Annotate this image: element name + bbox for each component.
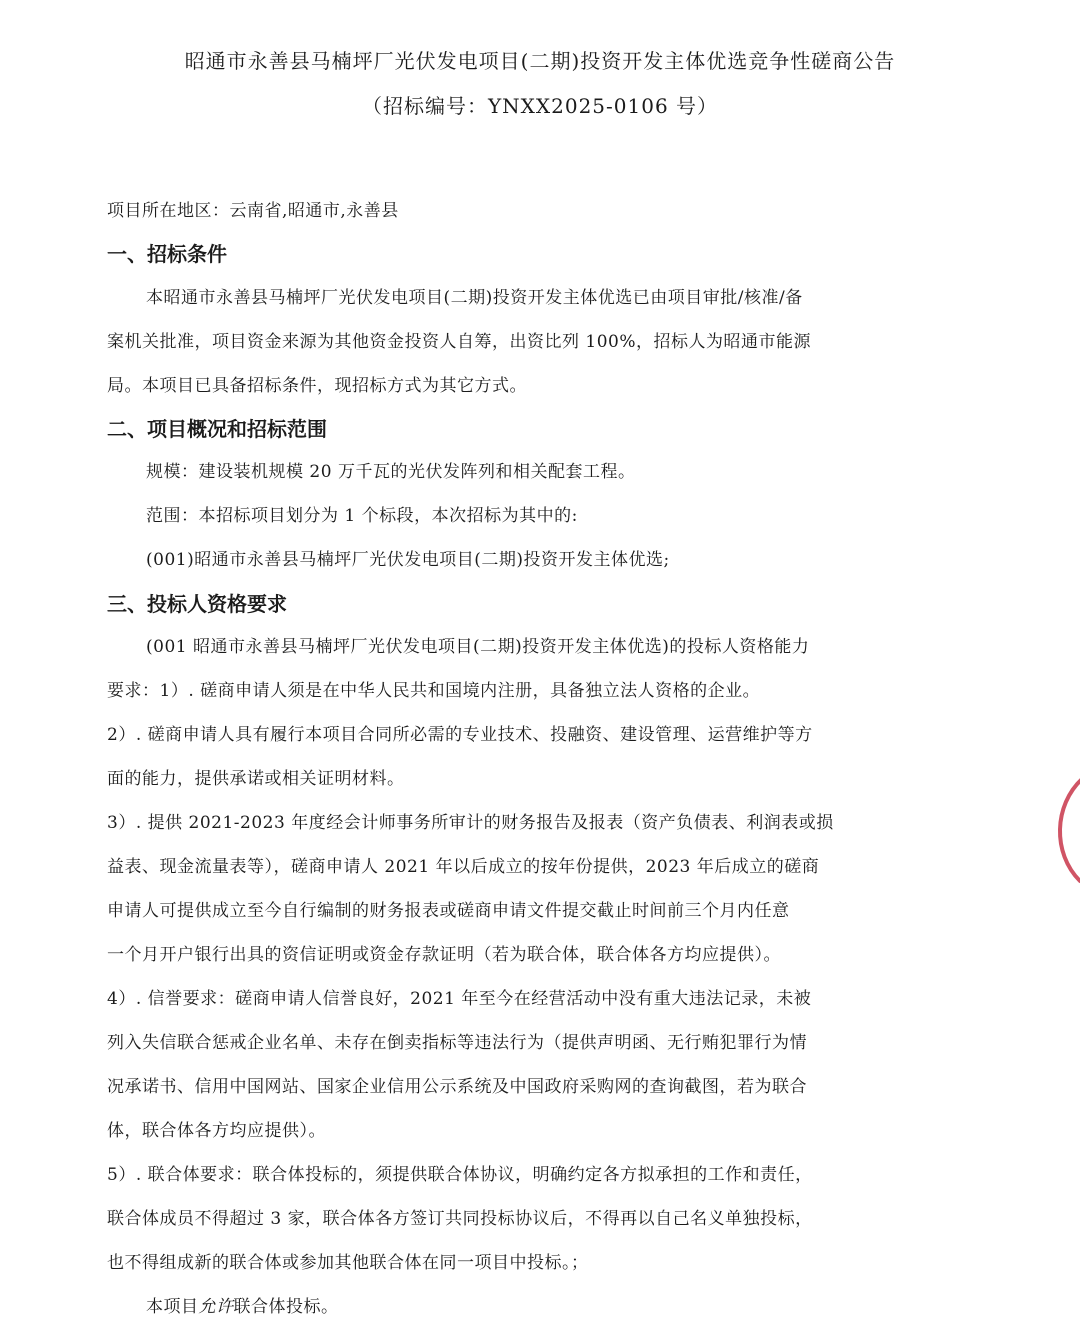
tender-number: （招标编号：YNXX2025-0106 号） <box>361 94 719 118</box>
paragraph-line: 本昭通市永善县马楠坪厂光伏发电项目(二期)投资开发主体优选已由项目审批/核准/备 <box>146 288 803 308</box>
paragraph-line: 一个月开户银行出具的资信证明或资金存款证明（若为联合体，联合体各方均应提供）。 <box>107 945 781 965</box>
statement-suffix: 联合体投标。 <box>233 1297 339 1317</box>
section-heading-tender-conditions: 一、招标条件 <box>107 242 227 266</box>
paragraph-line: 案机关批准，项目资金来源为其他资金投资人自筹，出资比列 100%，招标人为昭通市能源 <box>107 332 812 352</box>
paragraph-line: 规模：建设装机规模 20 万千瓦的光伏发阵列和相关配套工程。 <box>146 462 636 482</box>
consortium-allowed-statement <box>146 1292 339 1317</box>
seal-stamp-fragment <box>1046 775 1080 885</box>
paragraph-line: 4）. 信誉要求：磋商申请人信誉良好，2021 年至今在经营活动中没有重大违法记录，未被 <box>107 989 812 1009</box>
paragraph-line: 益表、现金流量表等），磋商申请人 2021 年以后成立的按年份提供，2023 年后成立的磋商 <box>107 857 820 877</box>
paragraph-line: 体，联合体各方均应提供）。 <box>107 1121 326 1141</box>
handwritten-emphasis: 允许 <box>198 1297 234 1317</box>
paragraph-line: 也不得组成新的联合体或参加其他联合体在同一项目中投标。； <box>107 1253 589 1273</box>
section-heading-bidder-qualifications: 三、投标人资格要求 <box>107 592 287 616</box>
paragraph-line: 2）. 磋商申请人具有履行本项目合同所必需的专业技术、投融资、建设管理、运营维护等方 <box>107 725 813 745</box>
paragraph-line: 申请人可提供成立至今自行编制的财务报表或磋商申请文件提交截止时间前三个月内任意 <box>107 901 790 921</box>
statement-prefix: 本项目 <box>146 1297 199 1317</box>
project-location: 项目所在地区：云南省,昭通市,永善县 <box>107 201 399 221</box>
paragraph-line: 范围：本招标项目划分为 1 个标段，本次招标为其中的: <box>146 506 578 526</box>
paragraph-line: 要求：1）. 磋商申请人须是在中华人民共和国境内注册，具备独立法人资格的企业。 <box>107 681 761 701</box>
paragraph-line: 面的能力，提供承诺或相关证明材料。 <box>107 769 405 789</box>
section-heading-project-overview: 二、项目概况和招标范围 <box>107 417 327 441</box>
paragraph-line: 联合体成员不得超过 3 家，联合体各方签订共同投标协议后，不得再以自己名义单独投标， <box>107 1209 813 1229</box>
document-title: 昭通市永善县马楠坪厂光伏发电项目(二期)投资开发主体优选竞争性磋商公告 <box>184 49 896 73</box>
paragraph-line: 3）. 提供 2021-2023 年度经会计师事务所审计的财务报告及报表（资产负债表、利润表或损 <box>107 813 834 833</box>
paragraph-line: 5）. 联合体要求：联合体投标的，须提供联合体协议，明确约定各方拟承担的工作和责任， <box>107 1165 813 1185</box>
paragraph-line: (001 昭通市永善县马楠坪厂光伏发电项目(二期)投资开发主体优选)的投标人资格能力 <box>146 637 810 657</box>
paragraph-line: 列入失信联合惩戒企业名单、未存在倒卖指标等违法行为（提供声明函、无行贿犯罪行为情 <box>107 1033 807 1053</box>
paragraph-line: 况承诺书、信用中国网站、国家企业信用公示系统及中国政府采购网的查询截图，若为联合 <box>107 1077 807 1097</box>
paragraph-line: 局。本项目已具备招标条件，现招标方式为其它方式。 <box>107 376 527 396</box>
paragraph-line: (001)昭通市永善县马楠坪厂光伏发电项目(二期)投资开发主体优选; <box>146 550 670 570</box>
